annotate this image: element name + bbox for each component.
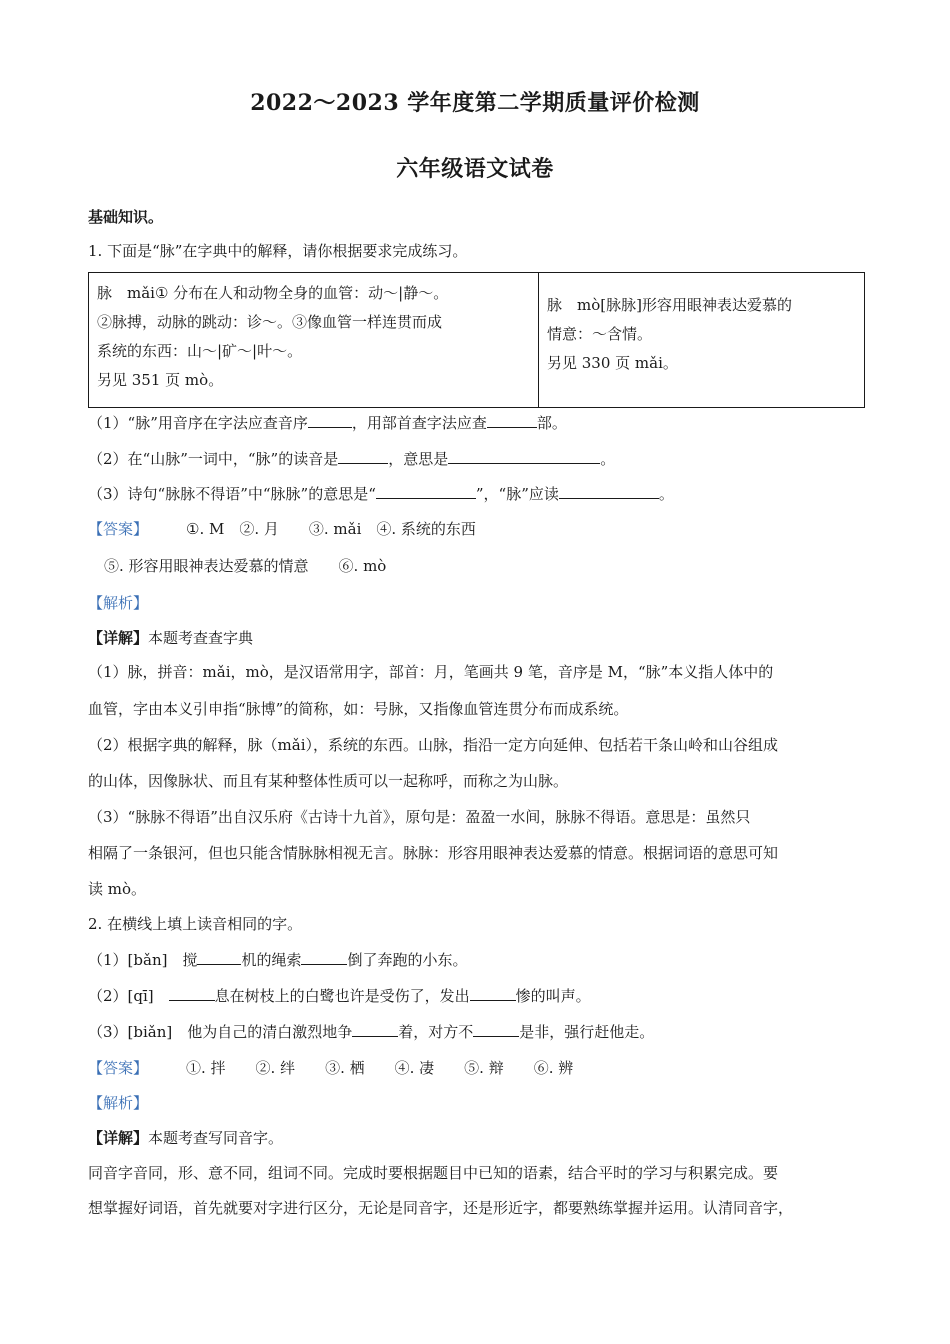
explain-line: 想掌握好词语，首先就要对字进行区分，无论是同音字，还是形近字，都要熟练掌握并运用。认清同音字， [88,1199,794,1217]
answer-text: ①. 拌 ②. 绊 ③. 栖 ④. 凄 ⑤. 辩 ⑥. 辨 [186,1059,574,1077]
question-1-detail: 【详解】本题考查查字典 [88,629,254,647]
question-1-sub-1: （1）“脉”用音序在字法应查音序 ，用部首查字法应查 部。 [88,414,567,432]
answer-blank[interactable] [376,484,476,499]
answer-blank[interactable] [338,449,388,464]
explain-line: 相隔了一条银河，但也只能含情脉脉相视无言。脉脉：形容用眼神表达爱慕的情意。根据词语的意思可知 [88,844,779,862]
answer-blank[interactable] [197,950,241,965]
explain-line: 读 mò。 [88,880,147,898]
question-1-sub-3: （3）诗句“脉脉不得语”中“脉脉”的意思是“ ”，“脉”应读 。 [88,485,674,503]
answer-label: 【答案】 [88,1059,149,1077]
explain-line: 同音字音同，形、意不同，组词不同。完成时要根据题目中已知的语素，结合平时的学习与积累完成。要 [88,1164,779,1182]
question-2-sub-2: （2）[qī] 息在树枝上的白鹭也许是受伤了，发出 惨的叫声。 [88,987,591,1005]
question-1-prompt: 1. 下面是“脉”在字典中的解释，请你根据要求完成练习。 [88,242,468,260]
question-2-detail: 【详解】本题考查写同音字。 [88,1129,284,1147]
dict-right-line: 另见 330 页 mǎi。 [547,354,678,372]
analysis-label: 【解析】 [88,594,149,612]
question-2-prompt: 2. 在横线上填上读音相同的字。 [88,915,303,933]
answer-blank[interactable] [559,484,659,499]
explain-line: （3）“脉脉不得语”出自汉乐府《古诗十九首》，原句是：盈盈一水间，脉脉不得语。意思是：虽然只 [88,808,751,826]
dictionary-entry-mai [89,273,539,408]
section-heading: 基础知识。 [88,208,164,226]
dictionary-table [88,272,865,408]
question-1-sub-2: （2）在“山脉”一词中，“脉”的读音是 ，意思是 。 [88,450,616,468]
answer-blank[interactable] [473,1022,519,1037]
question-1-answer [88,519,476,539]
explain-line: 血管，字由本义引申指“脉博”的简称，如：号脉，又指像血管连贯分布而成系统。 [88,700,629,718]
answer-label: 【答案】 [88,520,149,538]
page-title: 2022～2023 学年度第二学期质量评价检测 [250,90,700,116]
dict-left-line: ②脉搏，动脉的跳动：诊～。③像血管一样连贯而成 [97,313,443,331]
answer-text: ①. M ②. 月 ③. mǎi ④. 系统的东西 [186,520,476,538]
answer-blank[interactable] [352,1022,398,1037]
explain-line: 的山体，因像脉状、而且有某种整体性质可以一起称呼，而称之为山脉。 [88,772,569,790]
dict-right-line: 脉 mò[脉脉]形容用眼神表达爱慕的 [547,296,792,314]
answer-blank[interactable] [448,449,600,464]
answer-blank[interactable] [301,950,347,965]
page-subtitle: 六年级语文试卷 [396,156,554,182]
question-2-sub-1: （1）[bǎn] 搅 机的绳索 倒了奔跑的小东。 [88,951,468,969]
dict-left-line: 系统的东西：山～|矿～|叶～。 [97,342,303,360]
dict-left-line: 另见 351 页 mò。 [97,371,224,389]
explain-line: （2）根据字典的解释，脉（mǎi），系统的东西。山脉，指沿一定方向延伸、包括若干条山岭和山谷组成 [88,736,779,754]
dictionary-entry-mo [539,273,865,408]
question-1-answer-cont: ⑤. 形容用眼神表达爱慕的情意 ⑥. mò [104,557,387,575]
question-2-sub-3: （3）[biǎn] 他为自己的清白激烈地争 着，对方不 是非，强行赶他走。 [88,1023,655,1041]
dict-right-line: 情意：～含情。 [547,325,653,343]
analysis-label: 【解析】 [88,1094,149,1112]
question-2-answer [88,1058,573,1078]
answer-blank[interactable] [308,413,352,428]
answer-blank[interactable] [487,413,537,428]
explain-line: （1）脉，拼音：mǎi，mò，是汉语常用字，部首：月，笔画共 9 笔，音序是 M，“脉”本义指人体中的 [88,663,774,681]
answer-blank[interactable] [169,986,215,1001]
answer-blank[interactable] [470,986,516,1001]
dict-left-line: 脉 mǎi① 分布在人和动物全身的血管：动～|静～。 [97,284,449,302]
